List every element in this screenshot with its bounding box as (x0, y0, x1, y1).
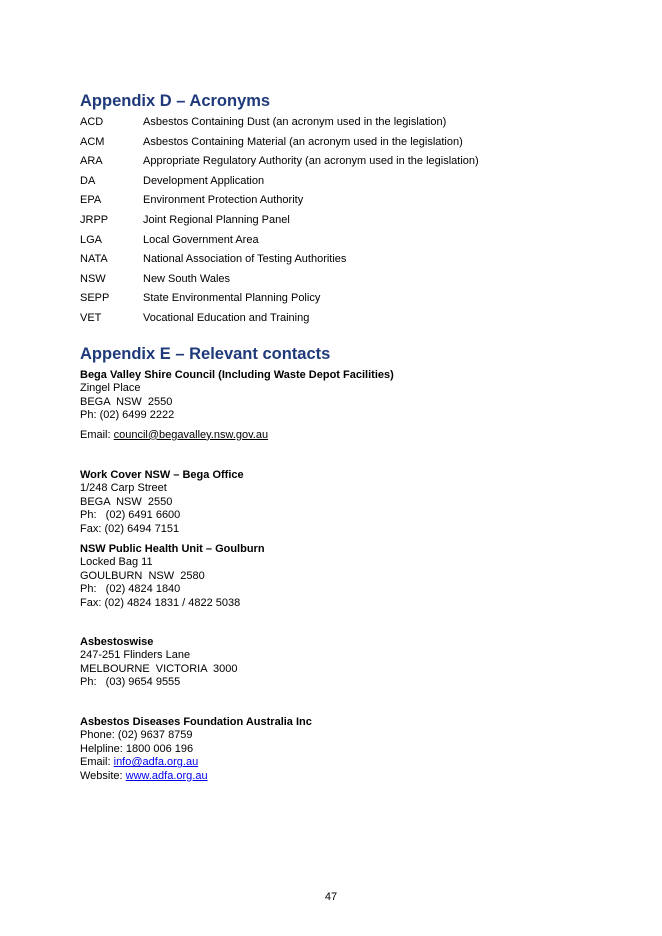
acronym-table (80, 113, 560, 329)
contact-phone: Ph: (02) 6491 6600 (80, 509, 181, 522)
acronym-description: Asbestos Containing Dust (an acronym used in the legislation) (143, 116, 447, 128)
acronym-abbr: DA (80, 174, 96, 187)
acronym-row (80, 191, 560, 211)
contact-address-line: GOULBURN NSW 2580 (80, 569, 205, 582)
contact-phone: Phone: (02) 9637 8759 (80, 729, 193, 742)
acronym-row (80, 289, 560, 309)
acronym-abbr: LGA (80, 233, 103, 246)
acronym-row (80, 250, 560, 270)
contact-name: Asbestoswise (80, 636, 154, 648)
contact-adfa (80, 716, 312, 783)
acronym-description: Vocational Education and Training (143, 311, 310, 324)
contact-email-line (80, 756, 312, 769)
acronym-row (80, 231, 560, 251)
contact-email-line (80, 429, 394, 442)
contact-address-line: MELBOURNE VICTORIA 3000 (80, 662, 238, 675)
acronym-abbr: ARA (80, 155, 103, 168)
appendix-e-heading: Appendix E – Relevant contacts (80, 345, 331, 363)
contact-phone: Ph: (02) 6499 2222 (80, 409, 175, 422)
acronym-description: Local Government Area (143, 233, 259, 246)
contact-name: Bega Valley Shire Council (Including Waste Depot Facilities) (80, 369, 394, 381)
appendix-d-heading: Appendix D – Acronyms (80, 92, 271, 110)
acronym-row (80, 309, 560, 329)
contact-asbestoswise (80, 636, 238, 690)
acronym-abbr: JRPP (80, 213, 109, 226)
contact-name: NSW Public Health Unit – Goulburn (80, 543, 265, 555)
contact-address-line: Zingel Place (80, 382, 141, 395)
acronym-description: National Association of Testing Authorities (143, 253, 347, 266)
acronym-description: Asbestos Containing Material (an acronym used in the legislation) (143, 135, 463, 148)
acronym-abbr: VET (80, 311, 102, 324)
acronym-description: Appropriate Regulatory Authority (an acronym used in the legislation) (143, 155, 479, 168)
email-link[interactable]: council@begavalley.nsw.gov.au (113, 428, 269, 441)
contact-website-line (80, 770, 312, 783)
acronym-abbr: ACM (80, 135, 105, 148)
page-number: 47 (324, 891, 338, 903)
acronym-description: State Environmental Planning Policy (143, 292, 321, 305)
acronym-description: Environment Protection Authority (143, 194, 304, 207)
contact-phone: Ph: (02) 4824 1840 (80, 583, 181, 596)
contact-public-health-unit (80, 543, 265, 610)
acronym-abbr: EPA (80, 194, 102, 207)
acronym-row (80, 113, 560, 133)
contact-phone: Ph: (03) 9654 9555 (80, 676, 181, 689)
acronym-abbr: SEPP (80, 292, 110, 305)
acronym-row (80, 172, 560, 192)
acronym-row (80, 133, 560, 153)
website-link[interactable]: www.adfa.org.au (125, 769, 208, 782)
website-label: Website: (80, 769, 126, 782)
acronym-row (80, 211, 560, 231)
email-link[interactable]: info@adfa.org.au (113, 756, 199, 769)
acronym-abbr: ACD (80, 116, 104, 128)
contact-name: Work Cover NSW – Bega Office (80, 469, 244, 481)
contact-workcover-nsw (80, 469, 244, 536)
acronym-row (80, 152, 560, 172)
contact-address-line: Locked Bag 11 (80, 556, 153, 569)
acronym-description: Development Application (143, 174, 265, 187)
acronym-abbr: NSW (80, 272, 106, 285)
contact-helpline: Helpline: 1800 006 196 (80, 742, 194, 755)
contact-address-line: 247-251 Flinders Lane (80, 649, 191, 662)
contact-address-line: BEGA NSW 2550 (80, 495, 173, 508)
contact-fax: Fax: (02) 4824 1831 / 4822 5038 (80, 596, 241, 609)
acronym-row (80, 270, 560, 290)
acronym-description: New South Wales (143, 272, 231, 285)
email-label: Email: (80, 428, 114, 441)
contact-bega-valley-council (80, 369, 394, 442)
acronym-description: Joint Regional Planning Panel (143, 213, 290, 226)
email-label: Email: (80, 756, 114, 769)
contact-address-line: BEGA NSW 2550 (80, 395, 173, 408)
contact-address-line: 1/248 Carp Street (80, 482, 167, 495)
contact-name: Asbestos Diseases Foundation Australia Inc (80, 716, 312, 728)
contact-fax: Fax: (02) 6494 7151 (80, 522, 180, 535)
acronym-abbr: NATA (80, 253, 108, 266)
